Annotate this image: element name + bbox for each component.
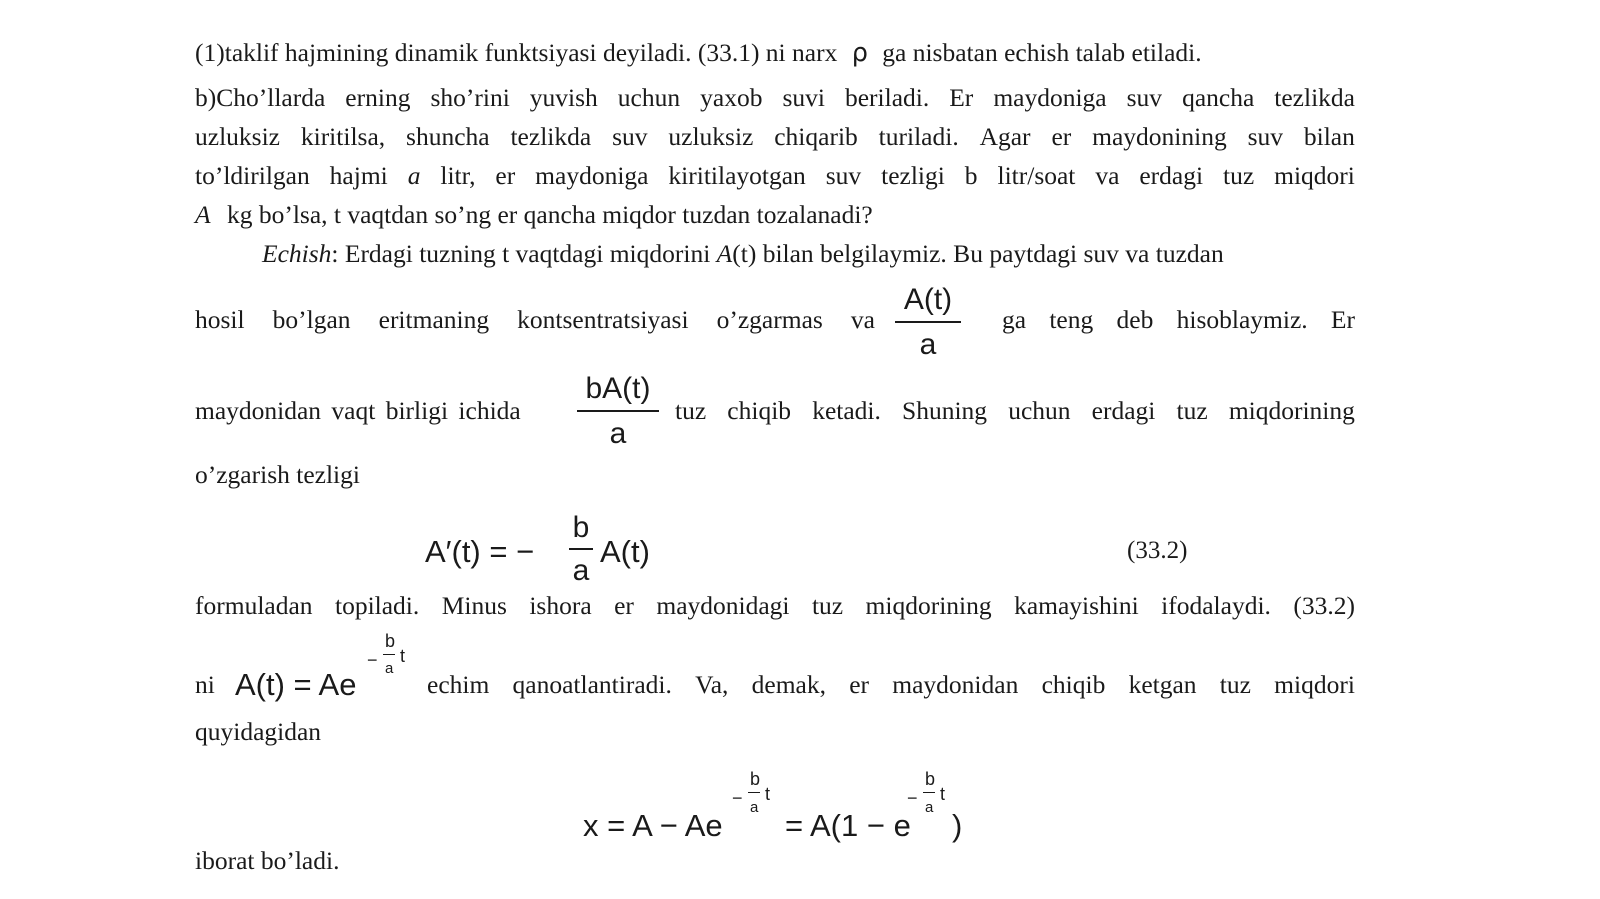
- word: Shuning: [902, 396, 988, 425]
- word: teng: [1049, 305, 1094, 334]
- paragraph-line-7-right: [1002, 307, 1355, 333]
- fraction-numerator: b: [572, 511, 590, 544]
- word: ketgan: [1128, 670, 1197, 699]
- word: suv: [1126, 83, 1163, 112]
- word: Agar: [979, 122, 1031, 151]
- word: turiladi.: [878, 122, 959, 151]
- word: suv: [825, 161, 862, 190]
- word: bo’lgan: [272, 305, 351, 334]
- paragraph-line-7-left: [195, 307, 875, 333]
- word: suvi: [782, 83, 825, 112]
- word: hisoblaymiz.: [1176, 305, 1308, 334]
- paragraph-line-10: [195, 593, 1355, 619]
- word: qanoatlantiradi.: [512, 670, 672, 699]
- exp1-minus: −: [732, 788, 743, 808]
- fraction-bA-t-over-a: [577, 374, 659, 449]
- word: uzluksiz: [668, 122, 754, 151]
- fraction-numerator: bA(t): [585, 372, 651, 405]
- paragraph-line-9: [195, 462, 1355, 488]
- closing-paren: ): [952, 808, 963, 843]
- variable-A-t: A: [716, 239, 733, 268]
- equation-x-rhs: = A(1 − e: [785, 808, 911, 843]
- word: va: [850, 305, 875, 334]
- fraction-denominator: a: [919, 327, 937, 361]
- word: a: [407, 161, 421, 190]
- fraction-numerator: A(t): [903, 283, 953, 316]
- text-ni: ni: [195, 670, 215, 699]
- text-l9: o’zgarish tezligi: [195, 460, 360, 489]
- exp2-t: t: [940, 784, 946, 804]
- equation-33-2-rhs: [600, 536, 650, 567]
- word: ishora: [529, 591, 592, 620]
- variable-A: A: [195, 200, 211, 229]
- word: hosil: [195, 305, 245, 334]
- word: ketadi.: [812, 396, 881, 425]
- equation-x-part1: x = A − Ae: [583, 808, 723, 843]
- word: topiladi.: [334, 591, 420, 620]
- paragraph-line-6: [262, 241, 1422, 267]
- word: maydoniga: [535, 161, 649, 190]
- word: miqdorining: [865, 591, 992, 620]
- fraction-A-t-over-a: [895, 285, 961, 360]
- word: Va,: [695, 670, 729, 699]
- word: o’zgarmas: [716, 305, 823, 334]
- word: chiqarib: [774, 122, 858, 151]
- paragraph-line-1: [195, 40, 1355, 67]
- word: kiritilsa,: [300, 122, 386, 151]
- equation-label: (33.2): [1127, 537, 1188, 564]
- fraction-b-over-a: [569, 513, 593, 586]
- word: deb: [1116, 305, 1154, 334]
- exp2-num-b: b: [925, 769, 936, 789]
- word: ga: [1002, 305, 1027, 334]
- equation-solution: [235, 669, 356, 700]
- text-l13: iborat bo’ladi.: [195, 846, 340, 875]
- word: tezlikda: [1274, 83, 1355, 112]
- exp1-t: t: [765, 784, 771, 804]
- word: b)Cho’llarda: [195, 83, 326, 112]
- word: eritmaning: [378, 305, 490, 334]
- word: b: [964, 161, 978, 190]
- paragraph-line-4: [195, 163, 1355, 189]
- word: erning: [345, 83, 411, 112]
- word: bilan: [1303, 122, 1355, 151]
- word: sho’rini: [430, 83, 510, 112]
- word: formuladan: [195, 591, 313, 620]
- word: chiqib: [1041, 670, 1106, 699]
- word: shuncha: [406, 122, 490, 151]
- word: tuz: [1223, 161, 1255, 190]
- exp1-fraction-bar: [748, 792, 760, 793]
- word: hajmi: [329, 161, 388, 190]
- exp2-fraction-bar: [923, 792, 935, 793]
- rho-symbol: ρ: [851, 38, 868, 68]
- word: tuz: [811, 591, 844, 620]
- exp1-num-b: b: [750, 769, 761, 789]
- word: uchun: [617, 83, 681, 112]
- word: yaxob: [700, 83, 763, 112]
- word: tezlikda: [510, 122, 592, 151]
- exp-num-b: b: [385, 631, 396, 651]
- word: tezligi: [881, 161, 945, 190]
- equation-rhs: A(t): [600, 534, 650, 569]
- text-l1: (1)taklif hajmining dinamik funktsiyasi deyiladi. (33.1) ni narx: [195, 38, 838, 67]
- word: kamayishini: [1014, 591, 1139, 620]
- paragraph-line-11-right: [427, 672, 1355, 698]
- word: litr,: [440, 161, 476, 190]
- equation-x: [583, 810, 723, 841]
- word: litr/soat: [997, 161, 1076, 190]
- word: uchun: [1008, 396, 1071, 425]
- paragraph-line-8-right: [675, 398, 1355, 424]
- word: Er: [949, 83, 974, 112]
- word: miqdori: [1274, 670, 1355, 699]
- word: qancha: [1182, 83, 1255, 112]
- equation-x-part2: [785, 810, 911, 841]
- word: tuz: [675, 396, 707, 425]
- echish-label: Echish: [262, 239, 332, 268]
- word: kiritilayotgan: [668, 161, 806, 190]
- word: maydonidan: [892, 670, 1019, 699]
- equation-lhs: A′(t) = −: [425, 534, 535, 569]
- word: er: [849, 670, 870, 699]
- exp1-den-a: a: [750, 799, 759, 816]
- word: er: [614, 591, 634, 620]
- paragraph-line-12: [195, 719, 1355, 745]
- exp-minus: −: [367, 650, 378, 670]
- paragraph-line-8-left: [195, 398, 521, 424]
- paragraph-line-11-ni: [195, 672, 215, 698]
- word: to’ldirilgan: [195, 161, 310, 190]
- word: maydonining: [1092, 122, 1227, 151]
- equation-x-close: [952, 810, 962, 841]
- equation-33-2-lhs: [425, 536, 534, 567]
- word: Minus: [441, 591, 507, 620]
- exp-den-a: a: [385, 660, 394, 677]
- word: chiqib: [727, 396, 792, 425]
- word: maydoniga: [993, 83, 1107, 112]
- exp2-den-a: a: [925, 799, 934, 816]
- word: tuz: [1176, 396, 1208, 425]
- paragraph-line-2: [195, 85, 1355, 111]
- word: suv: [612, 122, 648, 151]
- solution-lhs: A(t) = Ae: [235, 667, 357, 702]
- fraction-denominator: a: [609, 416, 627, 450]
- word: yuvish: [529, 83, 598, 112]
- word: tuz: [1219, 670, 1251, 699]
- text-l8-left: maydonidan vaqt birligi ichida: [195, 396, 521, 425]
- word: er: [1051, 122, 1072, 151]
- word: ifodalaydi.: [1161, 591, 1271, 620]
- word: uzluksiz: [195, 122, 280, 151]
- word: miqdorining: [1228, 396, 1355, 425]
- word: er: [495, 161, 516, 190]
- paragraph-line-3: [195, 124, 1355, 150]
- exp-t: t: [400, 646, 406, 666]
- exp-fraction-bar: [383, 654, 395, 655]
- text-l6b: (t) bilan belgilaymiz. Bu paytdagi suv va tuzdan: [732, 239, 1224, 268]
- word: erdagi: [1091, 396, 1156, 425]
- paragraph-line-5: [195, 202, 1355, 228]
- fraction-denominator: a: [572, 553, 590, 587]
- word: miqdori: [1274, 161, 1355, 190]
- word: va: [1095, 161, 1120, 190]
- word: echim: [427, 670, 490, 699]
- text-l6a: : Erdagi tuzning t vaqtdagi miqdorini: [331, 239, 711, 268]
- equation-number-33-2: [1127, 538, 1187, 563]
- text-l1-end: ga nisbatan echish talab etiladi.: [882, 38, 1202, 67]
- word: (33.2): [1293, 591, 1355, 620]
- word: Er: [1330, 305, 1355, 334]
- text-l12: quyidagidan: [195, 717, 322, 746]
- word: erdagi: [1139, 161, 1204, 190]
- word: maydonidagi: [656, 591, 790, 620]
- exp2-minus: −: [907, 788, 918, 808]
- word: kontsentratsiyasi: [517, 305, 689, 334]
- word: demak,: [751, 670, 826, 699]
- word: beriladi.: [844, 83, 930, 112]
- word: suv: [1247, 122, 1284, 151]
- paragraph-line-13: [195, 848, 1355, 874]
- text-l5: kg bo’lsa, t vaqtdan so’ng er qancha miqdor tuzdan tozalanadi?: [226, 200, 873, 229]
